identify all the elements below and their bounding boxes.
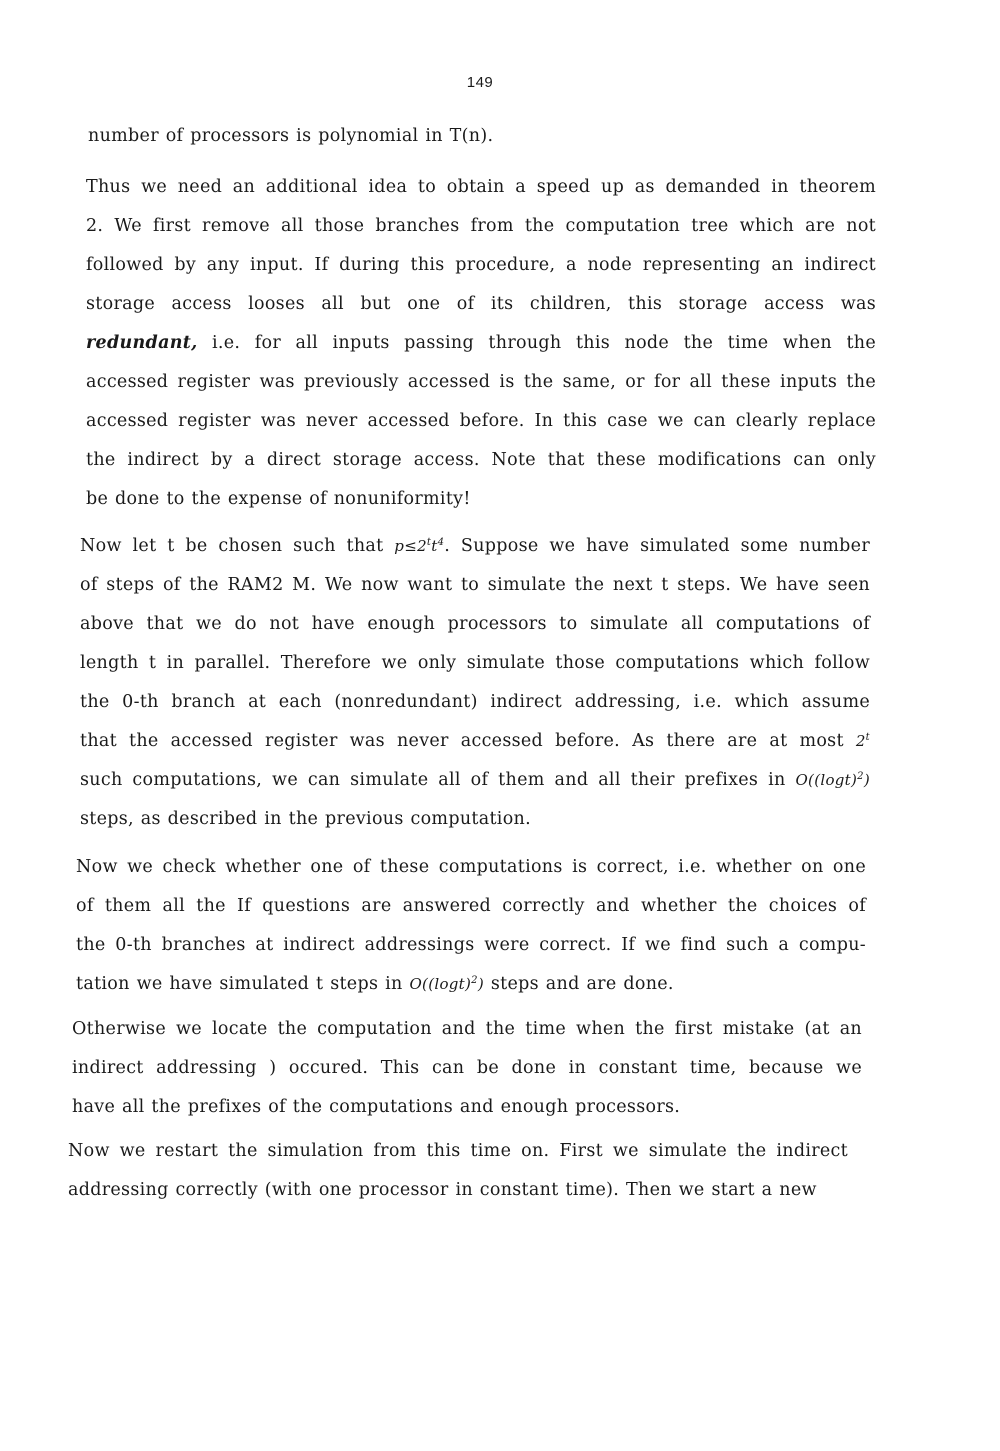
paragraph-1: [88, 117, 878, 156]
emphasized-term: redundant,: [86, 333, 198, 353]
text-line: steps, as described in the previous computation.: [80, 809, 531, 829]
text-line: indirect addressing ) occured. This can be done in constant time, because we: [72, 1058, 862, 1078]
text-line: [76, 974, 674, 994]
math-expression: 2$^t$: [855, 732, 870, 750]
math-expression: $O((\log t)^2)$: [409, 975, 484, 993]
paragraph-4: [76, 848, 866, 1004]
text-line: accessed register was never accessed before. In this case we can clearly replace: [86, 411, 876, 431]
math-expression: $p\le 2^tt^4$: [394, 537, 445, 555]
text-fragment: i.e. for all inputs passing through this node the time when the: [197, 333, 876, 353]
text-fragment: . Suppose we have simulated some number: [444, 536, 870, 556]
text-line: accessed register was previously accessed is the same, or for all these inputs the: [86, 372, 876, 392]
text-line: the 0-th branch at each (nonredundant) indirect addressing, i.e. which assume: [80, 692, 870, 712]
text-line: storage access looses all but one of its children, this storage access was: [86, 294, 876, 314]
text-line: [86, 333, 876, 353]
text-line: Now we restart the simulation from this time on. First we simulate the indirect: [68, 1141, 848, 1161]
text-fragment: that the accessed register was never accessed before. As there are at most: [80, 731, 856, 751]
text-line: of them all the If questions are answered correctly and whether the choices of: [76, 896, 866, 916]
text-fragment: such computations, we can simulate all of them and all their prefixes in: [80, 770, 796, 790]
text-line: have all the prefixes of the computations and enough processors.: [72, 1097, 681, 1117]
text-line: the 0-th branches at indirect addressings were correct. If we find such a compu-: [76, 935, 866, 955]
paragraph-6: [68, 1132, 848, 1210]
text-line: Otherwise we locate the computation and the time when the first mistake (at an: [72, 1019, 862, 1039]
text-line: Thus we need an additional idea to obtain a speed up as demanded in theorem: [86, 177, 876, 197]
text-line: [80, 770, 870, 790]
text-line: [80, 731, 870, 751]
text-line: Now we check whether one of these computations is correct, i.e. whether on one: [76, 857, 866, 877]
text-line: [80, 536, 870, 556]
text-line: length t in parallel. Therefore we only simulate those computations which follow: [80, 653, 870, 673]
text-line: 2. We first remove all those branches from the computation tree which are not: [86, 216, 876, 236]
paragraph-5: [72, 1010, 862, 1127]
text-fragment: Now let t be chosen such that: [80, 536, 395, 556]
text-fragment: steps and are done.: [484, 974, 674, 994]
text-line: of steps of the RAM2 M. We now want to simulate the next t steps. We have seen: [80, 575, 870, 595]
text-line: be done to the expense of nonuniformity!: [86, 489, 471, 509]
text-fragment: tation we have simulated t steps in: [76, 974, 410, 994]
text-line: addressing correctly (with one processor in constant time). Then we start a new: [68, 1180, 817, 1200]
paragraph-3: [80, 527, 870, 839]
math-expression: $O((\log t)^2)$: [795, 771, 870, 789]
text-line: followed by any input. If during this procedure, a node representing an indirect: [86, 255, 876, 275]
text-line: the indirect by a direct storage access. Note that these modifications can only: [86, 450, 876, 470]
text-line: above that we do not have enough processors to simulate all computations of: [80, 614, 870, 634]
paragraph-2: [86, 168, 876, 519]
text-line: number of processors is polynomial in T(n).: [88, 126, 494, 146]
page-number: 149: [466, 74, 494, 91]
